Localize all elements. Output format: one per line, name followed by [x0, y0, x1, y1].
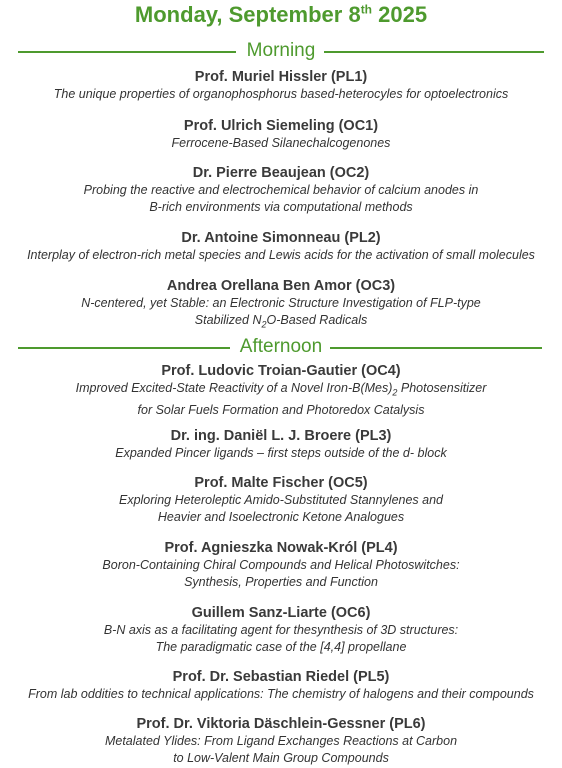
speaker-name: Guillem Sanz-Liarte (OC6) [191, 605, 371, 621]
formula-subscript: 2 [392, 387, 398, 398]
section-label-afternoon: Afternoon [239, 336, 323, 357]
formula-part: Improved Excited-State Reactivity of a Novel Iron-B(Mes) [75, 381, 393, 395]
talk-item [0, 474, 562, 526]
section-label-morning: Morning [246, 40, 316, 61]
speaker-name: Prof. Ulrich Siemeling (OC1) [183, 118, 379, 134]
talk-item [0, 164, 562, 216]
formula-part: O-Based Radicals [266, 313, 368, 327]
talk-title-line-2: The paradigmatic case of the [4,4] propellane [155, 640, 407, 654]
talk-item [0, 229, 562, 264]
formula-subscript: 2 [261, 319, 267, 330]
speaker-name: Prof. Muriel Hissler (PL1) [194, 69, 368, 85]
date-year: 2025 [372, 2, 428, 27]
talk-title-line-1: Metalated Ylides: From Ligand Exchanges Reactions at Carbon [104, 734, 458, 748]
talk-item [0, 68, 562, 103]
talk-title-line-2: Synthesis, Properties and Function [184, 575, 378, 589]
talk-item [0, 277, 562, 334]
talk-title-line-1: Probing the reactive and electrochemical behavior of calcium anodes in [83, 183, 479, 197]
talk-title: Expanded Pincer ligands – first steps outside of the d- block [115, 446, 447, 460]
divider-right [324, 51, 544, 53]
speaker-name: Dr. ing. Daniël L. J. Broere (PL3) [170, 428, 392, 444]
talk-item [0, 715, 562, 767]
talk-item [0, 427, 562, 462]
talk-title-line-1: Boron-Containing Chiral Compounds and Helical Photoswitches: [102, 558, 460, 572]
page-title [0, 2, 562, 28]
divider-right [330, 347, 542, 349]
talk-title-line-1: B-N axis as a facilitating agent for thesynthesis of 3D structures: [103, 623, 459, 637]
talk-title: Ferrocene-Based Silanechalcogenones [171, 136, 391, 150]
speaker-name: Prof. Malte Fischer (OC5) [194, 475, 368, 491]
speaker-name: Andrea Orellana Ben Amor (OC3) [166, 278, 396, 294]
speaker-name: Dr. Antoine Simonneau (PL2) [181, 230, 381, 246]
date-text: Monday, September 8 [134, 2, 361, 27]
talk-title: The unique properties of organophosphorus based-heterocyles for optoelectronics [53, 87, 509, 101]
talk-item [0, 539, 562, 591]
section-afternoon [0, 336, 562, 358]
speaker-name: Prof. Ludovic Troian-Gautier (OC4) [161, 363, 401, 379]
talk-item [0, 117, 562, 152]
talk-title-line-2: to Low-Valent Main Group Compounds [173, 751, 389, 765]
talk-title-line-2 [0, 312, 562, 334]
formula-part: Photosensitizer [397, 381, 487, 395]
speaker-name: Prof. Dr. Viktoria Däschlein-Gessner (PL6) [136, 716, 426, 732]
talk-item [0, 362, 562, 419]
talk-title-line-1: N-centered, yet Stable: an Electronic Structure Investigation of FLP-type [81, 296, 481, 310]
speaker-name: Prof. Agnieszka Nowak-Król (PL4) [164, 540, 398, 556]
talk-title: Interplay of electron-rich metal species and Lewis acids for the activation of small molecules [27, 248, 535, 262]
section-morning [0, 40, 562, 62]
speaker-name: Prof. Dr. Sebastian Riedel (PL5) [172, 669, 390, 685]
talk-title: From lab oddities to technical applications: The chemistry of halogens and their compounds [28, 687, 534, 701]
talk-title-line-1 [0, 380, 562, 402]
talk-title-line-2: Heavier and Isoelectronic Ketone Analogues [157, 510, 405, 524]
talk-title-line-2: B-rich environments via computational methods [149, 200, 413, 214]
speaker-name: Dr. Pierre Beaujean (OC2) [192, 165, 370, 181]
talk-title-line-2: for Solar Fuels Formation and Photoredox Catalysis [137, 402, 425, 417]
talk-item [0, 604, 562, 656]
formula-part: Stabilized N [194, 313, 262, 327]
date-ordinal: th [360, 2, 373, 17]
talk-item [0, 668, 562, 703]
talk-title-line-1: Exploring Heteroleptic Amido-Substituted Stannylenes and [118, 493, 444, 507]
